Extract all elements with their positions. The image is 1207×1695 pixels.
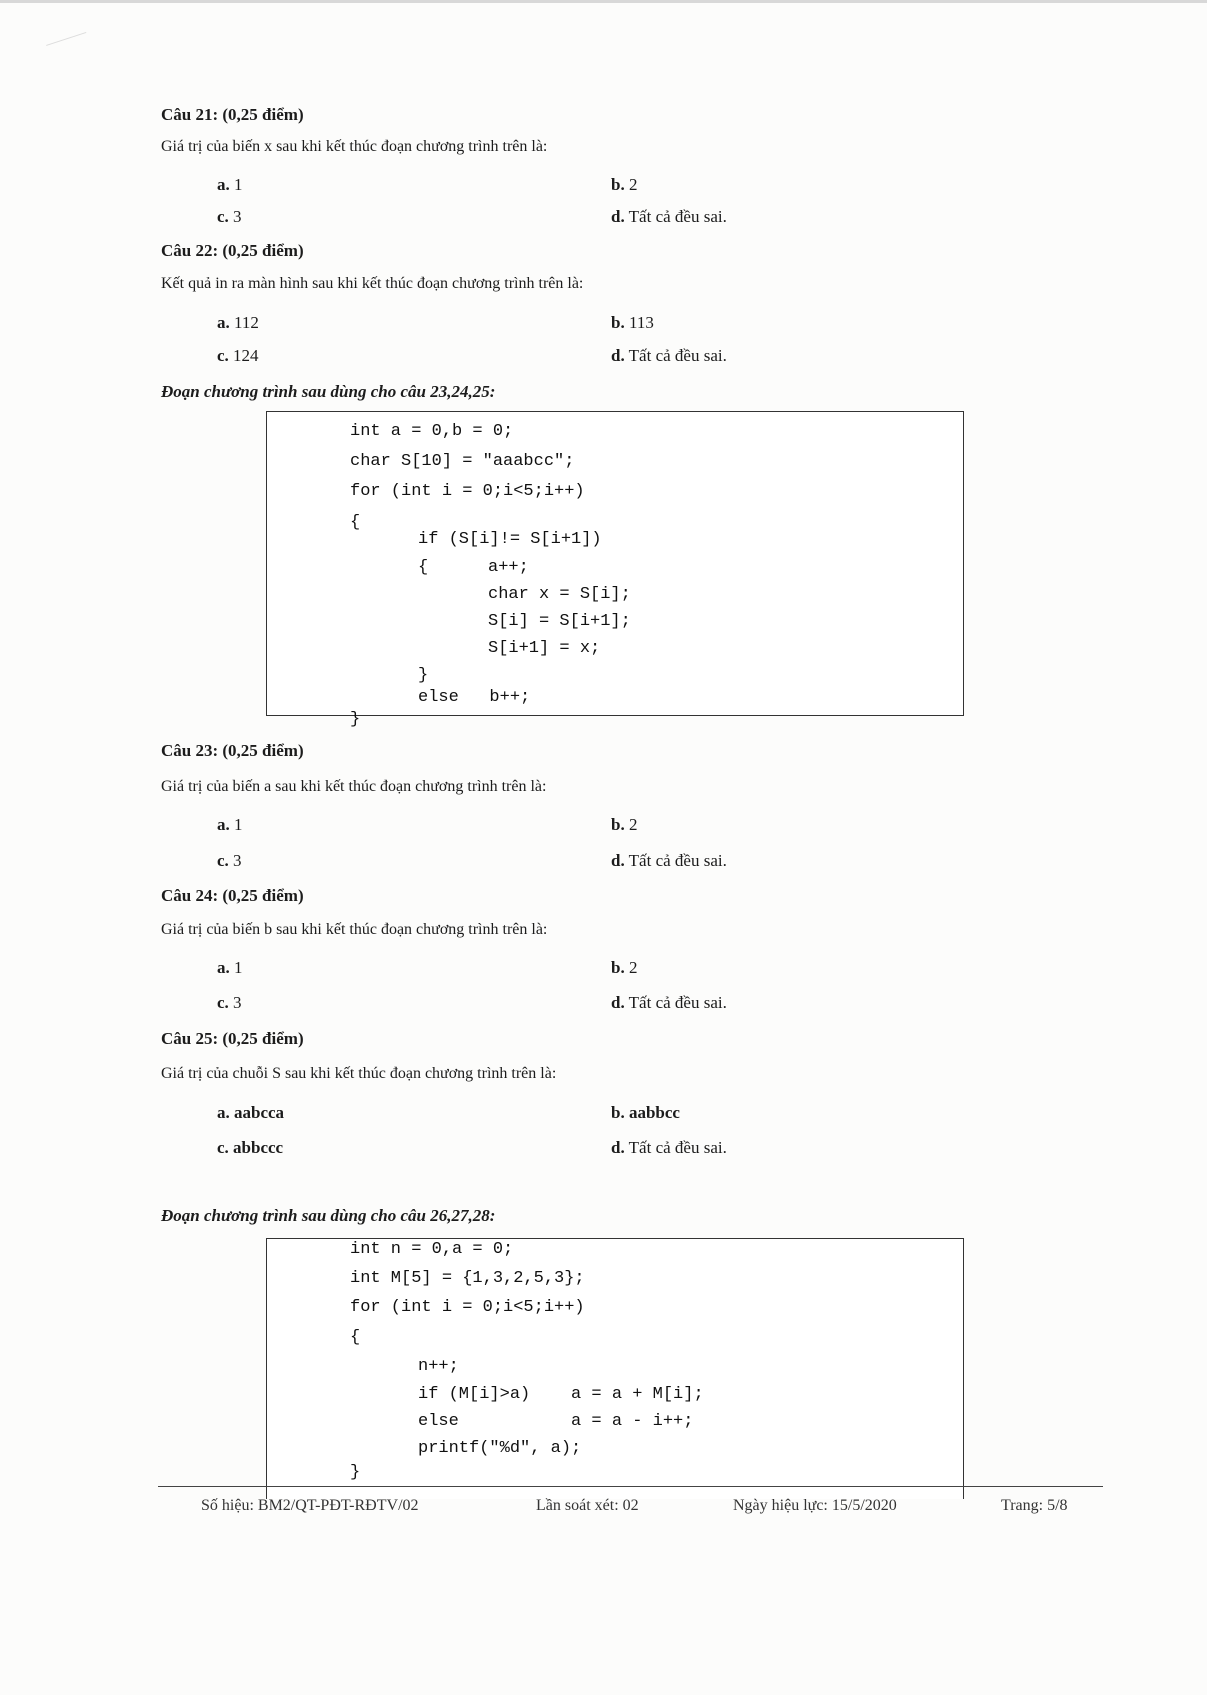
question-22-stem: Kết quả in ra màn hình sau khi kết thúc đoạn chương trình trên là:: [161, 275, 584, 292]
question-22-option-c: [217, 346, 259, 366]
question-21-stem: Giá trị của biến x sau khi kết thúc đoạn chương trình trên là:: [161, 138, 548, 155]
option-text: Tất cả đều sai.: [628, 851, 727, 870]
option-label: d.: [611, 1138, 625, 1157]
option-label: c.: [217, 993, 229, 1012]
question-21-option-d: [611, 207, 727, 227]
code-line: printf("%d", a);: [418, 1439, 582, 1458]
question-23-option-c: [217, 851, 242, 871]
option-label: d.: [611, 851, 625, 870]
code-line: else a = a - i++;: [418, 1412, 694, 1431]
code-line: }: [418, 666, 429, 685]
question-22-title: Câu 22: (0,25 điểm): [161, 241, 304, 260]
question-24-stem: Giá trị của biến b sau khi kết thúc đoạn chương trình trên là:: [161, 921, 548, 938]
option-text: 124: [233, 346, 259, 365]
option-text: Tất cả đều sai.: [628, 1138, 727, 1157]
question-25-option-a: [217, 1103, 284, 1123]
option-label: c.: [217, 207, 229, 226]
option-text: 3: [233, 851, 242, 870]
code-line: int a = 0,b = 0;: [350, 422, 514, 441]
option-label: c.: [217, 1138, 229, 1157]
question-24-title: Câu 24: (0,25 điểm): [161, 886, 304, 905]
option-label: a.: [217, 175, 230, 194]
question-21-option-b: [611, 175, 637, 195]
question-25-option-d: [611, 1138, 727, 1158]
question-24-option-b: [611, 958, 637, 978]
question-21-option-a: [217, 175, 243, 195]
option-label: a.: [217, 958, 230, 977]
option-label: b.: [611, 175, 625, 194]
option-label: d.: [611, 993, 625, 1012]
question-23-option-a: [217, 815, 243, 835]
option-text: Tất cả đều sai.: [628, 207, 727, 226]
option-text: abbccc: [233, 1138, 284, 1157]
option-text: 113: [628, 313, 654, 332]
code-line: int n = 0,a = 0;: [350, 1240, 514, 1259]
question-23-option-b: [611, 815, 637, 835]
question-23-option-d: [611, 851, 727, 871]
option-label: b.: [611, 1103, 625, 1122]
question-22-option-d: [611, 346, 727, 366]
question-24-option-a: [217, 958, 243, 978]
question-23-stem: Giá trị của biến a sau khi kết thúc đoạn chương trình trên là:: [161, 778, 547, 795]
option-text: Tất cả đều sai.: [628, 993, 727, 1012]
option-label: b.: [611, 958, 625, 977]
code-line: a++;: [488, 558, 529, 577]
code-line: n++;: [418, 1357, 459, 1376]
code-line: if (S[i]!= S[i+1]): [418, 530, 602, 549]
code-line: {: [418, 558, 429, 577]
option-text: 1: [234, 815, 243, 834]
option-label: c.: [217, 851, 229, 870]
option-text: 1: [234, 175, 243, 194]
code-line: int M[5] = {1,3,2,5,3};: [350, 1269, 585, 1288]
option-text: 3: [233, 993, 242, 1012]
footer-doc-code: Số hiệu: BM2/QT-PĐT-RĐTV/02: [201, 1497, 419, 1514]
option-label: b.: [611, 815, 625, 834]
question-24-option-d: [611, 993, 727, 1013]
option-label: a.: [217, 313, 230, 332]
question-21-title: Câu 21: (0,25 điểm): [161, 105, 304, 124]
code-line: char S[10] = "aaabcc";: [350, 452, 575, 471]
code-line: else b++;: [418, 688, 531, 707]
code-line: }: [350, 710, 361, 729]
question-23-title: Câu 23: (0,25 điểm): [161, 741, 304, 760]
option-label: c.: [217, 346, 229, 365]
option-label: d.: [611, 207, 625, 226]
option-text: aabcca: [234, 1103, 285, 1122]
question-21-option-c: [217, 207, 242, 227]
option-label: d.: [611, 346, 625, 365]
question-22-option-a: [217, 313, 259, 333]
option-text: 2: [628, 815, 638, 834]
option-label: a.: [217, 1103, 230, 1122]
footer-page-number: Trang: 5/8: [1001, 1497, 1068, 1514]
code-line: for (int i = 0;i<5;i++): [350, 482, 585, 501]
question-25-stem: Giá trị của chuỗi S sau khi kết thúc đoạn chương trình trên là:: [161, 1065, 557, 1082]
question-25-option-b: [611, 1103, 680, 1123]
code-line: for (int i = 0;i<5;i++): [350, 1298, 585, 1317]
option-text: aabbcc: [628, 1103, 680, 1122]
option-text: 2: [628, 958, 638, 977]
question-25-title: Câu 25: (0,25 điểm): [161, 1029, 304, 1048]
option-text: Tất cả đều sai.: [628, 346, 727, 365]
code-line: {: [350, 1328, 361, 1347]
question-24-option-c: [217, 993, 242, 1013]
footer-divider: [158, 1486, 1103, 1487]
option-label: b.: [611, 313, 625, 332]
option-text: 1: [234, 958, 243, 977]
code-line: }: [350, 1463, 361, 1482]
code-block-1-intro: Đoạn chương trình sau dùng cho câu 23,24,25:: [161, 382, 496, 401]
option-text: 2: [628, 175, 638, 194]
question-22-option-b: [611, 313, 654, 333]
code-line: S[i] = S[i+1];: [488, 612, 631, 631]
option-text: 112: [234, 313, 259, 332]
option-label: a.: [217, 815, 230, 834]
code-line: char x = S[i];: [488, 585, 631, 604]
scan-top-edge: [0, 0, 1207, 3]
code-block-2-intro: Đoạn chương trình sau dùng cho câu 26,27,28:: [161, 1206, 496, 1225]
option-text: 3: [233, 207, 242, 226]
code-line: if (M[i]>a) a = a + M[i];: [418, 1385, 704, 1404]
footer-revision: Lần soát xét: 02: [536, 1497, 639, 1514]
question-25-option-c: [217, 1138, 283, 1158]
code-line: S[i+1] = x;: [488, 639, 601, 658]
code-line: {: [350, 513, 361, 532]
footer-effective-date: Ngày hiệu lực: 15/5/2020: [733, 1497, 897, 1514]
